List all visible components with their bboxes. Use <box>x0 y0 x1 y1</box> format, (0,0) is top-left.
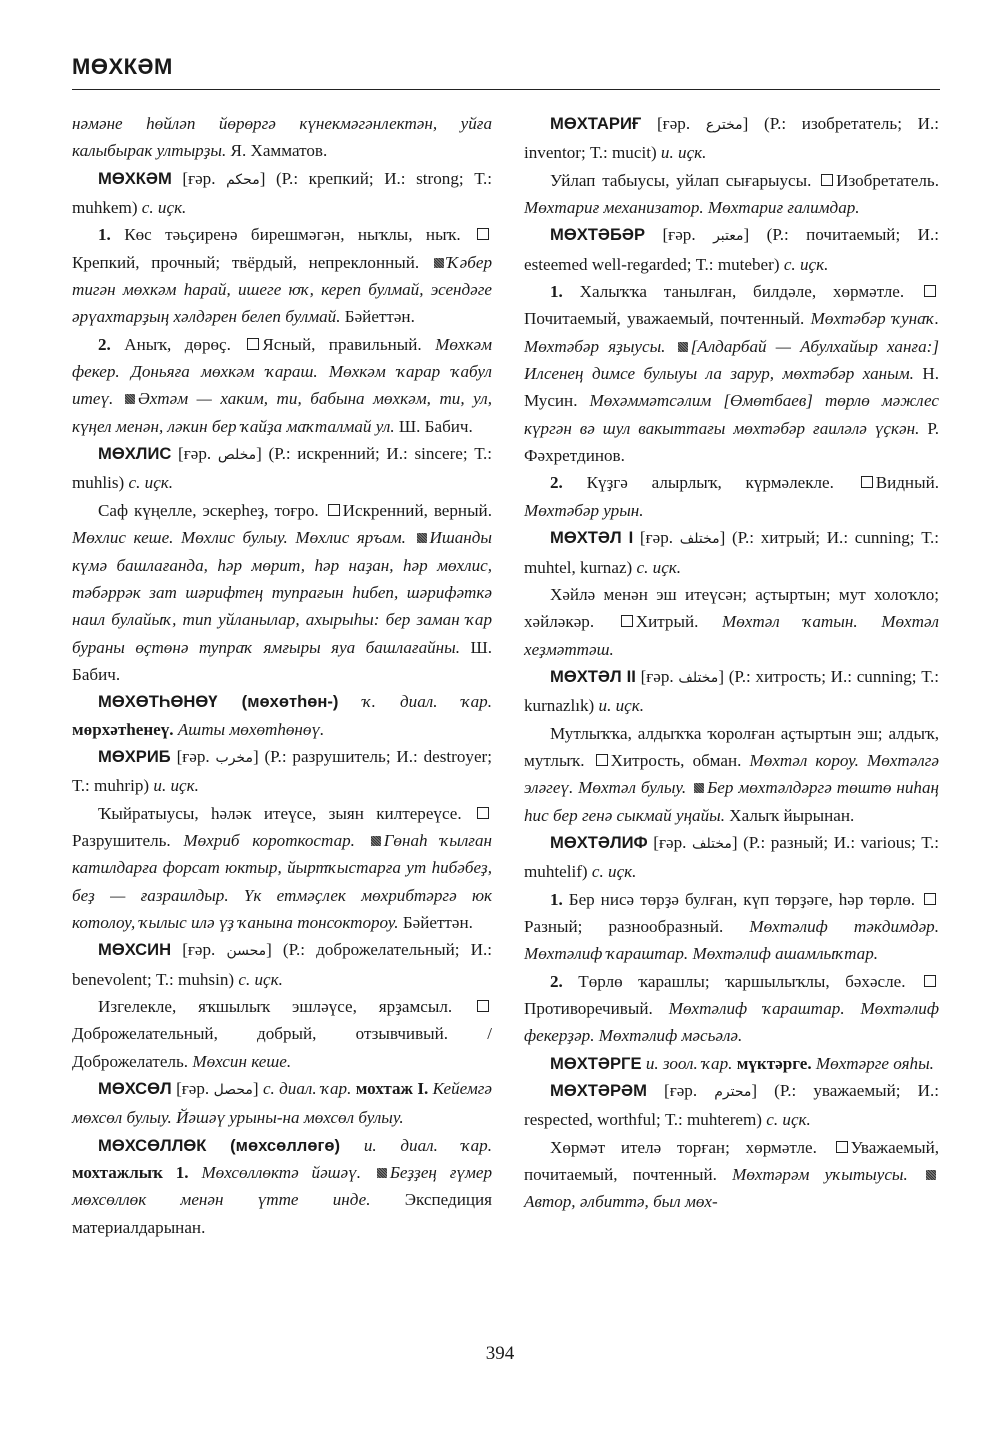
quote-author: Ш. Бабич. <box>398 416 473 436</box>
headword: МӨХКӘМ <box>98 168 172 188</box>
quote-author: Н. Мусин. <box>524 364 939 411</box>
russian-equivalent: Крепкий, прочный; твёрдый, непреклонный. <box>72 252 420 272</box>
headword: МӨХТӘЛ II <box>550 666 636 686</box>
sense-number: 2. <box>550 473 563 493</box>
page-number: 394 <box>485 1343 515 1364</box>
arabic-source: مختلف <box>679 531 720 548</box>
entry-muhothonou <box>72 688 492 743</box>
filled-square-icon <box>125 394 135 404</box>
etymology: [ғәр. <box>656 114 691 133</box>
etymology: [ғәр. <box>653 832 687 852</box>
sense-number: 2. <box>98 334 111 354</box>
translations: ] (Р.: изобретатель; И.: inventor; Т.: mucit) <box>524 114 940 163</box>
quote-author: Р. Фәхретдинов. <box>524 418 939 466</box>
definition: Хөрмәт ителә торған; хөрмәтле. <box>550 1137 817 1157</box>
examples: Мөхсин кеше. <box>192 1051 292 1071</box>
quote-text: Мөхәммәтсәлим [Өмөтбаев] төрлө мәжлес күргән вә шул вакыттағы мөхтәбәр ғаиләлә үҫкән. <box>524 391 939 438</box>
entry-muhlis <box>72 440 492 497</box>
sense-number: 1. <box>550 282 563 302</box>
quote-author: Бәйеттән. <box>402 912 473 932</box>
part-of-speech: с. иҫк. <box>591 862 637 882</box>
headword: МӨХТӘРӘМ <box>550 1081 647 1101</box>
part-of-speech: с. иҫк. <box>636 557 682 577</box>
filled-square-icon <box>417 533 427 543</box>
entry-muhtarge <box>524 1050 939 1077</box>
quote-author: Ш. Бабич. <box>72 637 492 684</box>
russian-equivalent: Искренний, верный. <box>342 500 492 520</box>
definition: Хәйлә менән эш итеүсән; аҫтыртын; мут холоҡло; хәйләкәр. <box>524 584 939 632</box>
examples: Мөхтәл короу. Мөхтәлгә эләгеү. Мөхтәл булыу. <box>524 750 939 798</box>
examples: Мөхлис кеше. Мөхлис булыу. Мөхлис яръам. <box>72 528 406 548</box>
russian-equivalent: Изобретатель. <box>836 170 939 190</box>
examples: Мөхсөллөктә йәшәү. <box>201 1163 361 1183</box>
sense-2 <box>524 968 939 1050</box>
sense-1 <box>72 221 492 330</box>
arabic-source: مختلف <box>691 835 732 852</box>
examples: Ашты мөхөтһөнөү. <box>177 719 325 739</box>
arabic-source: مخترع <box>705 117 743 133</box>
arabic-source: محترم <box>714 1084 752 1101</box>
definition: Мутлыҡҡа, алдыҡҡа ҡоролған аҫтыртын эш; алдыҡ, мутлыҡ. <box>524 723 939 770</box>
examples: Мөхриб короткостар. <box>183 830 355 850</box>
entry-muhtarig <box>524 110 939 167</box>
quote-text: Ишанды күмә башлағанда, һәр мөрит, һәр наҙан, һәр мөхлис, тәбәррәк зат шәрифтең тупрағын һибеп, шәрифәткә наил булайыҡ, тип уйланылар, ахырыһы: бер заман ҡар бураны өҫтөнә тупраҡ ямғыры яуа башлағайны. <box>72 528 492 657</box>
definition: Ҡыйратыусы, һәләк итеүсе, зыян килтереүсе. <box>98 803 462 823</box>
left-column <box>72 110 492 1241</box>
quote-author: Бәйеттән. <box>344 307 415 327</box>
entry-body <box>524 167 939 222</box>
etymology: [ғәр. <box>639 528 674 548</box>
definition: Изгелекле, яҡшылыҡ эшләүсе, ярҙамсыл. <box>98 997 453 1016</box>
headword: МӨХТӘРГЕ <box>550 1053 642 1073</box>
sense-2 <box>524 469 939 524</box>
arabic-source: معتبر <box>713 228 744 245</box>
quote-text: Автор, әлбиттә, был мөх- <box>524 1192 718 1212</box>
part-of-speech: с. иҫк. <box>238 969 283 989</box>
examples: Мөхтәлиф ҡараштар. Мөхтәлиф фекерҙәр. Мөхтәлиф мәсьәлә. <box>524 999 939 1046</box>
part-of-speech: и. иҫк. <box>660 143 707 163</box>
russian-equivalent: Противоречивый. <box>524 999 653 1018</box>
russian-equivalent: Доброжелательный, добрый, отзывчивый. / Доброжелатель. <box>72 1024 492 1071</box>
etymology: [ғәр. <box>182 168 216 188</box>
translations: ] (Р.: хитрый; И.: cunning; Т.: muhtel, kurnaz) <box>524 528 939 577</box>
open-square-icon <box>328 504 340 516</box>
entry-body <box>524 1134 939 1216</box>
cross-reference: мохтаж I. <box>355 1079 429 1099</box>
examples: Мөхтәл ҡатын. Мөхтәл хеҙмәттәш. <box>524 612 939 659</box>
continued-entry <box>72 110 492 165</box>
quote-text: нәмәне һөйләп йөрөргә күнекмәгәнлектән, уйға калыбырак ултырҙы. <box>72 114 492 161</box>
definition: Бер нисә төрҙә булған, күп төрҙәге, һәр төрлө. <box>568 889 916 909</box>
entry-body <box>72 497 492 688</box>
headword-form: (мөхөтһөн-) <box>241 692 339 712</box>
arabic-source: مخلص <box>217 447 257 464</box>
examples: Мөхкәм фекер. Доньяға мөхкәм ҡараш. Мөхкәм ҡарар ҡабул итеү. <box>72 334 492 409</box>
sense-number: 1. <box>98 225 111 245</box>
entry-muhrib <box>72 743 492 800</box>
part-of-speech: с. иҫк. <box>766 1110 811 1130</box>
entry-body <box>72 993 492 1075</box>
filled-square-icon <box>371 836 381 846</box>
examples: Мөхтәбәр урын. <box>524 500 644 520</box>
etymology: [ғәр. <box>178 444 212 464</box>
open-square-icon <box>924 975 936 987</box>
headword: МӨХТӘЛ I <box>550 528 634 548</box>
definition: Уйлап табыусы, уйлап сығарыусы. <box>550 170 812 190</box>
etymology: [ғәр. <box>640 666 674 686</box>
etymology: [ғәр. <box>182 940 216 960</box>
open-square-icon <box>924 285 936 297</box>
definition: Халыҡҡа танылған, билдәле, хөрмәтле. <box>579 282 905 302</box>
quote-text: Бер мөхтәлдәргә төштө ниһаң һис бер генә сыкмай уңайы. <box>524 778 939 825</box>
arabic-source: مختلف <box>678 669 719 686</box>
entry-body <box>524 581 939 663</box>
quote-author: Халыҡ йырынан. <box>729 805 855 825</box>
headword: МӨХЛИС <box>98 444 172 464</box>
entry-muhsin <box>72 936 492 993</box>
sense-number: 2. <box>550 971 563 991</box>
russian-equivalent: Видный. <box>875 473 939 493</box>
examples: Кейемгә мөхсөл булыу. Йәшәү урыны-на мөхсөл булыу. <box>72 1079 493 1128</box>
open-square-icon <box>821 174 833 186</box>
russian-equivalent: Хитрость, обман. <box>610 750 742 770</box>
part-of-speech: и. диал. ҡар. <box>363 1135 492 1155</box>
headword: МӨХТӘБӘР <box>550 225 646 245</box>
quote-text: Әхтәм — хаким, ти, бабына мөхкәм, ти, ул, күңел менән, ләкин бер ҡайҙа маҡталмай ул. <box>72 389 492 436</box>
translations: ] (Р.: почитаемый; И.: esteemed well-regarded; Т.: muteber) <box>524 225 940 274</box>
entry-muhkem <box>72 165 492 222</box>
header-rule <box>72 89 940 90</box>
examples: Мөхтәрәм уҡытыусы. <box>732 1165 908 1185</box>
headword: МӨХСӨЛЛӨК <box>98 1135 207 1155</box>
translations: ] (Р.: искренний; И.: sincere; Т.: muhlis) <box>72 444 493 493</box>
part-of-speech: и. иҫк. <box>153 776 199 796</box>
entry-body <box>72 800 492 937</box>
definition: Күҙгә алырлыҡ, күрмәлекле. <box>586 473 834 493</box>
open-square-icon <box>477 228 489 240</box>
headword: МӨХРИБ <box>98 746 171 766</box>
examples: Мөхтариғ механизатор. Мөхтариғ ғалимдар. <box>524 198 860 218</box>
filled-square-icon <box>926 1170 936 1180</box>
definition: Төрлө ҡарашлы; ҡаршылыҡлы, бәхәсле. <box>578 971 906 991</box>
quote-text: Беҙҙең ғүмер мөхсөллөк менән үтте инде. <box>72 1163 492 1210</box>
sense-1 <box>524 278 939 469</box>
translations: ] (Р.: разрушитель; И.: destroyer; Т.: muhrip) <box>72 746 492 796</box>
russian-equivalent: Разрушитель. <box>72 830 171 850</box>
part-of-speech: с. иҫк. <box>783 254 829 274</box>
quote-author: Я. Хамматов. <box>230 141 328 161</box>
translations: ] <box>252 1079 259 1099</box>
entry-muhtabar <box>524 221 939 278</box>
etymology: [ғәр. <box>662 225 696 245</box>
definition: Аныҡ, дөрөҫ. <box>124 334 231 354</box>
entry-muhsollok <box>72 1132 492 1241</box>
russian-equivalent: Почитаемый, уважаемый, почтенный. <box>524 309 805 329</box>
definition: Көс тәьҫиренә бирешмәгән, ныҡлы, ныҡ. <box>124 225 461 245</box>
part-of-speech: ҡ. диал. ҡар. <box>362 692 492 712</box>
quote-text: Гөнаһ ҡылған катилдарға форсат юктыр, йыртҡыстарға ут һибәбеҙ, беҙ — ғазраилдыр. Үк етмәҫлек мөхрибтәргә юк котолоу, ҡылыс илә үҙ ҡанына тонсоктороу. <box>72 830 492 932</box>
entry-body <box>524 720 939 829</box>
arabic-source: محصل <box>213 1082 253 1099</box>
running-title: МӨХКӘМ <box>72 54 173 79</box>
translations: ] (Р.: крепкий; И.: strong; Т.: muhkem) <box>72 168 492 218</box>
headword: МӨХТӘЛИФ <box>550 832 648 852</box>
arabic-source: محسن <box>226 943 267 960</box>
entry-muhtal-2 <box>524 663 939 720</box>
russian-equivalent: Хитрый. <box>635 612 699 632</box>
part-of-speech: с. иҫк. <box>128 473 174 493</box>
translations: ] (Р.: хитрость; И.: cunning; Т.: kurnazlık) <box>524 666 939 716</box>
definition: Саф күңелле, эскерһеҙ, тоғро. <box>98 500 319 520</box>
open-square-icon <box>247 338 259 350</box>
translations: ] (Р.: разный; И.: various; Т.: muhtelif) <box>524 832 940 882</box>
russian-equivalent: Разный; разнообразный. <box>524 916 724 936</box>
entry-muhtaram <box>524 1077 939 1134</box>
russian-equivalent: Ясный, правильный. <box>262 334 422 354</box>
headword: МӨХСИН <box>98 940 172 960</box>
cross-reference: мүктәрге. <box>736 1053 812 1073</box>
open-square-icon <box>924 893 936 905</box>
open-square-icon <box>621 615 633 627</box>
quote-text: [Алдарбай — Абулхайыр ханға:] Илсенең димсе булыуы ла зарур, мөхтәбәр ханым. <box>524 336 939 384</box>
russian-equivalent: Уважаемый, почитаемый, почтенный. <box>524 1137 939 1185</box>
open-square-icon <box>596 754 608 766</box>
arabic-source: مخرب <box>215 749 253 766</box>
headword-form: (мөхсөллөгө) <box>230 1135 341 1155</box>
examples: Мөхтәбәр ҡунаҡ. Мөхтәбәр яҙыусы. <box>524 309 939 356</box>
quote-text: Ҡәбер тигән мөхкәм һарай, ишеге юҡ, кереп булмай, эсендәге әрүахтарҙың хәлдәрен белеп булмай. <box>72 252 492 327</box>
examples: Мөхтәрге ояһы. <box>815 1053 934 1073</box>
part-of-speech: с. диал. ҡар. <box>262 1079 352 1099</box>
entry-muhtalif <box>524 829 939 886</box>
headword: МӨХӨТҺӨНӨҮ <box>98 692 218 712</box>
arabic-source: محکم <box>226 171 260 188</box>
open-square-icon <box>861 476 873 488</box>
open-square-icon <box>477 807 489 819</box>
etymology: [ғәр. <box>176 1079 210 1099</box>
sense-2 <box>72 331 492 440</box>
part-of-speech: и. зоол. ҡар. <box>645 1053 733 1073</box>
part-of-speech: и. иҫк. <box>598 696 645 716</box>
open-square-icon <box>477 1000 489 1012</box>
sense-1 <box>524 886 939 968</box>
quote-author: Экспедиция материалдарынан. <box>72 1190 492 1237</box>
entry-muhsol <box>72 1075 492 1132</box>
right-column <box>524 110 939 1216</box>
filled-square-icon <box>434 258 444 268</box>
etymology: [ғәр. <box>664 1081 698 1101</box>
translations: ] (Р.: уважаемый; И.: respected, worthful; Т.: muhterem) <box>524 1081 939 1130</box>
etymology: [ғәр. <box>176 746 210 766</box>
filled-square-icon <box>694 783 704 793</box>
examples: Мөхтәлиф тәкдимдәр. Мөхтәлиф ҡараштар. Мөхтәлиф ашамлыҡтар. <box>524 916 939 964</box>
headword: МӨХСӨЛ <box>98 1079 172 1099</box>
filled-square-icon <box>678 342 688 352</box>
sense-number: 1. <box>550 889 563 909</box>
translations: ] (Р.: доброжелательный; И.: benevolent; Т.: muhsin) <box>72 940 492 989</box>
cross-reference: мохтажлыҡ 1. <box>72 1163 189 1183</box>
filled-square-icon <box>377 1168 387 1178</box>
entry-muhtal-1 <box>524 524 939 581</box>
open-square-icon <box>836 1141 848 1153</box>
cross-reference: мөрхәтһенеү. <box>72 719 174 739</box>
part-of-speech: с. иҫк. <box>141 198 187 218</box>
headword: МӨХТАРИҒ <box>550 114 642 133</box>
